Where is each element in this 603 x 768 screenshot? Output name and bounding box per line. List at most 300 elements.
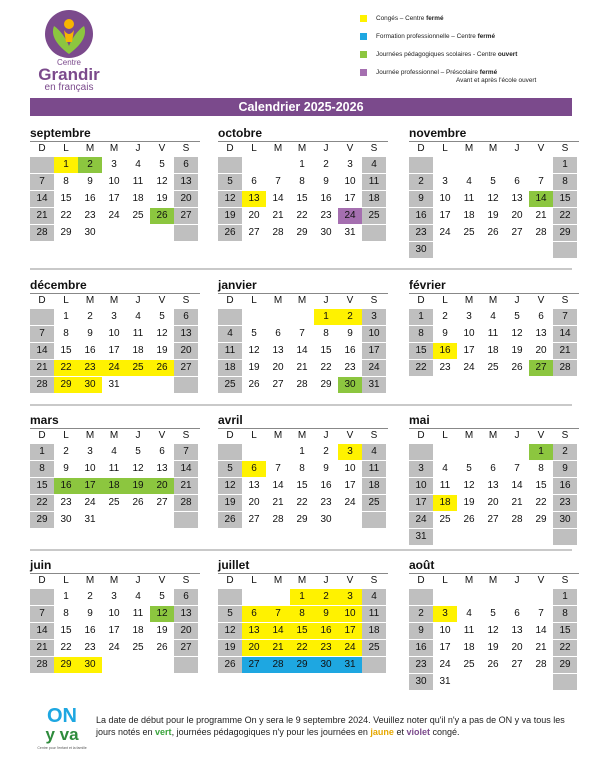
- weekday-header: M: [273, 143, 283, 154]
- weekend-blank-cell: [362, 225, 386, 241]
- day-cell: 21: [511, 497, 523, 508]
- day-cell: 26: [487, 227, 499, 238]
- day-cell: 6: [275, 328, 281, 339]
- day-cell: 24: [439, 659, 451, 670]
- day-cell: 8: [538, 463, 544, 474]
- weekday-header: M: [464, 575, 474, 586]
- day-cell: 22: [535, 497, 547, 508]
- day-cell: 4: [218, 326, 242, 342]
- day-cell: 31: [338, 657, 362, 673]
- day-cell: 11: [439, 480, 451, 491]
- day-cell: 12: [463, 480, 475, 491]
- day-cell: 29: [535, 514, 547, 525]
- legend-label: Formation professionnelle – Centre: [376, 33, 478, 40]
- weekday-header: S: [561, 143, 569, 154]
- day-cell: 19: [248, 362, 260, 373]
- day-cell: 26: [248, 379, 260, 390]
- day-cell: 17: [463, 345, 475, 356]
- day-cell: 7: [553, 309, 577, 325]
- weekday-header: M: [488, 575, 498, 586]
- footnote-text-4: congé.: [429, 727, 460, 737]
- month-février: [409, 278, 579, 418]
- day-cell: 16: [409, 208, 433, 224]
- day-cell: 15: [296, 193, 308, 204]
- month-name: septembre: [30, 126, 91, 140]
- legend-swatch: [360, 51, 367, 58]
- day-cell: 3: [362, 309, 386, 325]
- month-name: novembre: [409, 126, 467, 140]
- day-cell: 27: [248, 227, 260, 238]
- day-cell: 18: [362, 191, 386, 207]
- weekend-blank-cell: [30, 309, 54, 325]
- day-cell: 9: [323, 176, 329, 187]
- weekday-header: V: [346, 575, 354, 586]
- month-underline: [409, 293, 579, 294]
- day-cell: 14: [272, 480, 284, 491]
- day-cell: 11: [218, 343, 242, 359]
- day-cell: 24: [439, 227, 451, 238]
- day-cell: 15: [535, 480, 547, 491]
- month-name: août: [409, 558, 435, 572]
- day-cell: 15: [320, 345, 332, 356]
- weekday-header: J: [514, 575, 520, 586]
- day-cell: 4: [442, 463, 448, 474]
- day-cell: 10: [409, 478, 433, 494]
- day-cell: 30: [78, 657, 102, 673]
- month-underline: [409, 428, 579, 429]
- day-cell: 6: [159, 446, 165, 457]
- day-cell: 26: [487, 659, 499, 670]
- weekday-header: J: [135, 295, 141, 306]
- day-cell: 13: [174, 326, 198, 342]
- month-octobre: [218, 126, 388, 266]
- weekday-header: L: [63, 143, 69, 154]
- day-cell: 3: [111, 311, 117, 322]
- day-cell: 4: [466, 608, 472, 619]
- day-cell: 9: [87, 176, 93, 187]
- weekday-header: D: [226, 575, 234, 586]
- day-cell: 6: [174, 589, 198, 605]
- day-cell: 29: [54, 377, 78, 393]
- day-cell: 27: [511, 227, 523, 238]
- day-cell: 24: [409, 512, 433, 528]
- day-cell: 1: [553, 589, 577, 605]
- month-décembre: [30, 278, 200, 418]
- day-cell: 8: [30, 461, 54, 477]
- weekday-header: J: [135, 575, 141, 586]
- month-underline: [409, 141, 579, 142]
- month-name: juin: [30, 558, 52, 572]
- day-cell: 13: [174, 174, 198, 190]
- weekday-header: M: [488, 430, 498, 441]
- day-cell: 27: [156, 497, 168, 508]
- day-cell: 9: [442, 328, 448, 339]
- day-cell: 10: [463, 328, 475, 339]
- weekday-header: M: [297, 143, 307, 154]
- weekday-header: S: [370, 575, 378, 586]
- day-cell: 8: [409, 326, 433, 342]
- day-cell: 19: [126, 478, 150, 494]
- day-cell: 29: [553, 225, 577, 241]
- day-cell: 30: [409, 674, 433, 690]
- day-cell: 14: [535, 625, 547, 636]
- month-name: mars: [30, 413, 59, 427]
- weekday-header: S: [370, 430, 378, 441]
- day-cell: 15: [60, 625, 72, 636]
- day-cell: 21: [535, 642, 547, 653]
- day-cell: 22: [54, 360, 78, 376]
- day-cell: 7: [266, 606, 290, 622]
- family-flower-icon: [28, 8, 110, 60]
- day-cell: 6: [174, 309, 198, 325]
- footnote-word-violet: violet: [406, 727, 430, 737]
- weekday-header: V: [537, 430, 545, 441]
- centre-grandir-logo: [28, 8, 110, 94]
- day-cell: 22: [290, 640, 314, 656]
- day-cell: 4: [135, 591, 141, 602]
- day-cell: 30: [553, 512, 577, 528]
- weekend-blank-cell: [218, 157, 242, 173]
- on-y-va-logo: [36, 706, 88, 756]
- day-cell: 30: [320, 514, 332, 525]
- legend-swatch: [360, 15, 367, 22]
- month-name: février: [409, 278, 446, 292]
- day-cell: 3: [111, 591, 117, 602]
- logo-line-1: Centre: [56, 58, 81, 67]
- day-cell: 12: [511, 328, 523, 339]
- day-cell: 28: [266, 657, 290, 673]
- day-cell: 19: [156, 193, 168, 204]
- day-cell: 21: [535, 210, 547, 221]
- weekday-header: M: [85, 430, 95, 441]
- on-y-va-logo-tagline: Centre pour l'enfant et la famille: [37, 746, 87, 750]
- weekday-header: L: [251, 430, 257, 441]
- day-cell: 26: [150, 208, 174, 224]
- day-cell: 5: [251, 328, 257, 339]
- day-cell: 22: [553, 208, 577, 224]
- weekday-header: L: [442, 295, 448, 306]
- day-cell: 23: [439, 362, 451, 373]
- weekday-header: L: [63, 295, 69, 306]
- day-cell: 28: [511, 514, 523, 525]
- day-cell: 22: [60, 210, 72, 221]
- day-cell: 28: [272, 514, 284, 525]
- weekday-header: J: [514, 295, 520, 306]
- day-cell: 13: [272, 345, 284, 356]
- legend-extra: Avant et après l'école ouvert: [456, 77, 537, 84]
- weekday-header: V: [346, 143, 354, 154]
- day-cell: 1: [314, 309, 338, 325]
- day-cell: 18: [132, 345, 144, 356]
- day-cell: 27: [242, 657, 266, 673]
- day-cell: 22: [30, 495, 54, 511]
- day-cell: 27: [248, 514, 260, 525]
- day-cell: 6: [242, 606, 266, 622]
- weekday-header: S: [182, 430, 190, 441]
- day-cell: 13: [174, 606, 198, 622]
- day-cell: 17: [108, 193, 120, 204]
- day-cell: 1: [553, 157, 577, 173]
- legend-label: Congés – Centre: [376, 15, 427, 22]
- legend-swatch: [360, 33, 367, 40]
- day-cell: 8: [63, 608, 69, 619]
- weekend-blank-cell: [30, 589, 54, 605]
- day-cell: 9: [409, 191, 433, 207]
- day-cell: 22: [553, 640, 577, 656]
- month-underline: [218, 573, 388, 574]
- day-cell: 11: [487, 328, 499, 339]
- day-cell: 18: [218, 360, 242, 376]
- day-cell: 7: [514, 463, 520, 474]
- weekday-header: S: [370, 143, 378, 154]
- day-cell: 31: [409, 529, 433, 545]
- day-cell: 2: [323, 446, 329, 457]
- day-cell: 16: [314, 623, 338, 639]
- day-cell: 28: [30, 657, 54, 673]
- day-cell: 17: [409, 495, 433, 511]
- day-cell: 7: [275, 176, 281, 187]
- day-cell: 31: [84, 514, 96, 525]
- day-cell: 2: [338, 309, 362, 325]
- day-cell: 13: [511, 625, 523, 636]
- weekday-header: S: [561, 430, 569, 441]
- day-cell: 1: [409, 309, 433, 325]
- day-cell: 23: [409, 657, 433, 673]
- day-cell: 7: [275, 463, 281, 474]
- day-cell: 13: [156, 463, 168, 474]
- day-cell: 28: [553, 360, 577, 376]
- day-cell: 23: [344, 362, 356, 373]
- row-separator: [30, 268, 572, 270]
- weekday-header: D: [226, 295, 234, 306]
- day-cell: 10: [362, 326, 386, 342]
- weekend-blank-cell: [409, 589, 433, 605]
- day-cell: 18: [433, 495, 457, 511]
- day-cell: 2: [323, 159, 329, 170]
- weekday-header: J: [514, 430, 520, 441]
- day-cell: 21: [30, 360, 54, 376]
- day-cell: 17: [344, 480, 356, 491]
- weekend-blank-cell: [174, 657, 198, 673]
- weekday-header: M: [488, 143, 498, 154]
- day-cell: 25: [362, 495, 386, 511]
- weekday-header: V: [158, 143, 166, 154]
- day-cell: 13: [487, 480, 499, 491]
- day-cell: 20: [150, 478, 174, 494]
- day-cell: 11: [362, 174, 386, 190]
- month-underline: [30, 573, 200, 574]
- day-cell: 30: [338, 377, 362, 393]
- day-cell: 21: [296, 362, 308, 373]
- day-cell: 14: [174, 461, 198, 477]
- day-cell: 12: [248, 345, 260, 356]
- day-cell: 26: [156, 642, 168, 653]
- day-cell: 16: [54, 478, 78, 494]
- day-cell: 4: [490, 311, 496, 322]
- month-name: décembre: [30, 278, 87, 292]
- day-cell: 7: [538, 176, 544, 187]
- day-cell: 20: [511, 642, 523, 653]
- day-cell: 29: [30, 512, 54, 528]
- day-cell: 14: [30, 343, 54, 359]
- day-cell: 10: [439, 193, 451, 204]
- day-cell: 19: [487, 210, 499, 221]
- day-cell: 8: [290, 606, 314, 622]
- month-name: octobre: [218, 126, 263, 140]
- month-novembre: [409, 126, 579, 266]
- day-cell: 30: [314, 657, 338, 673]
- day-cell: 1: [63, 591, 69, 602]
- day-cell: 31: [362, 377, 386, 393]
- day-cell: 29: [553, 657, 577, 673]
- weekday-header: M: [273, 295, 283, 306]
- day-cell: 12: [487, 193, 499, 204]
- day-cell: 5: [218, 461, 242, 477]
- day-cell: 3: [409, 461, 433, 477]
- day-cell: 5: [466, 463, 472, 474]
- day-cell: 25: [463, 659, 475, 670]
- month-septembre: [30, 126, 200, 266]
- day-cell: 24: [338, 640, 362, 656]
- weekday-header: D: [417, 430, 425, 441]
- weekday-header: S: [561, 575, 569, 586]
- day-cell: 4: [362, 589, 386, 605]
- weekday-header: D: [38, 295, 46, 306]
- weekday-header: S: [370, 295, 378, 306]
- day-cell: 11: [108, 463, 120, 474]
- day-cell: 3: [338, 589, 362, 605]
- weekday-header: D: [417, 295, 425, 306]
- day-cell: 17: [439, 210, 451, 221]
- weekday-header: M: [488, 295, 498, 306]
- footnote-text-2: , journées pédagogiques n'y pour les journées en: [171, 727, 371, 737]
- day-cell: 28: [174, 495, 198, 511]
- day-cell: 25: [362, 640, 386, 656]
- day-cell: 22: [60, 642, 72, 653]
- day-cell: 2: [409, 174, 433, 190]
- day-cell: 13: [242, 191, 266, 207]
- weekday-header: V: [158, 295, 166, 306]
- day-cell: 16: [320, 193, 332, 204]
- weekday-header: M: [109, 295, 119, 306]
- day-cell: 12: [218, 191, 242, 207]
- day-cell: 14: [529, 191, 553, 207]
- day-cell: 17: [439, 642, 451, 653]
- day-cell: 12: [487, 625, 499, 636]
- legend-swatch: [360, 69, 367, 76]
- day-cell: 7: [30, 606, 54, 622]
- day-cell: 5: [159, 311, 165, 322]
- day-cell: 19: [156, 625, 168, 636]
- month-underline: [218, 293, 388, 294]
- footnote-text-1: La date de début pour le programme On y sera le 9 septembre 2024. Veuillez noter qu'il n'y a pas de ON y va tous les jours notés en: [96, 715, 565, 737]
- day-cell: 29: [54, 657, 78, 673]
- day-cell: 4: [362, 444, 386, 460]
- legend-status: fermé: [477, 33, 495, 40]
- day-cell: 9: [87, 328, 93, 339]
- day-cell: 12: [150, 606, 174, 622]
- day-cell: 9: [409, 623, 433, 639]
- day-cell: 16: [344, 345, 356, 356]
- day-cell: 11: [132, 608, 144, 619]
- day-cell: 2: [442, 311, 448, 322]
- day-cell: 21: [272, 210, 284, 221]
- weekday-header: M: [109, 430, 119, 441]
- day-cell: 25: [362, 208, 386, 224]
- day-cell: 29: [60, 227, 72, 238]
- day-cell: 12: [156, 328, 168, 339]
- day-cell: 23: [320, 210, 332, 221]
- day-cell: 4: [466, 176, 472, 187]
- day-cell: 29: [290, 657, 314, 673]
- weekend-blank-cell: [362, 512, 386, 528]
- day-cell: 12: [218, 623, 242, 639]
- day-cell: 24: [362, 360, 386, 376]
- day-cell: 16: [320, 480, 332, 491]
- weekday-header: V: [158, 575, 166, 586]
- day-cell: 27: [174, 208, 198, 224]
- weekday-header: D: [226, 143, 234, 154]
- day-cell: 15: [60, 193, 72, 204]
- day-cell: 5: [490, 176, 496, 187]
- weekday-header: M: [273, 430, 283, 441]
- legend-label: Journée professionnel – Préscolaire: [376, 69, 480, 76]
- day-cell: 18: [102, 478, 126, 494]
- day-cell: 25: [132, 210, 144, 221]
- day-cell: 24: [344, 497, 356, 508]
- day-cell: 22: [296, 210, 308, 221]
- day-cell: 5: [135, 446, 141, 457]
- day-cell: 12: [218, 478, 242, 494]
- day-cell: 20: [174, 623, 198, 639]
- day-cell: 3: [442, 176, 448, 187]
- weekday-header: M: [85, 575, 95, 586]
- weekday-header: L: [63, 575, 69, 586]
- day-cell: 26: [218, 225, 242, 241]
- day-cell: 11: [132, 176, 144, 187]
- day-cell: 16: [84, 625, 96, 636]
- day-cell: 18: [132, 625, 144, 636]
- month-underline: [30, 293, 200, 294]
- weekday-header: S: [182, 295, 190, 306]
- weekend-blank-cell: [409, 157, 433, 173]
- day-cell: 14: [553, 326, 577, 342]
- day-cell: 21: [553, 343, 577, 359]
- day-cell: 27: [529, 360, 553, 376]
- day-cell: 21: [266, 640, 290, 656]
- day-cell: 14: [30, 623, 54, 639]
- weekday-header: M: [297, 430, 307, 441]
- day-cell: 21: [272, 497, 284, 508]
- weekday-header: V: [537, 295, 545, 306]
- weekday-header: V: [346, 295, 354, 306]
- weekday-header: D: [38, 430, 46, 441]
- weekday-header: M: [85, 143, 95, 154]
- day-cell: 27: [272, 379, 284, 390]
- month-juillet: [218, 558, 388, 698]
- day-cell: 5: [218, 606, 242, 622]
- day-cell: 12: [156, 176, 168, 187]
- weekday-header: L: [442, 575, 448, 586]
- day-cell: 16: [553, 478, 577, 494]
- footnote-word-jaune: jaune: [370, 727, 394, 737]
- day-cell: 2: [553, 444, 577, 460]
- day-cell: 27: [174, 640, 198, 656]
- day-cell: 18: [463, 642, 475, 653]
- weekend-blank-cell: [362, 657, 386, 673]
- weekday-header: D: [417, 575, 425, 586]
- month-août: [409, 558, 579, 698]
